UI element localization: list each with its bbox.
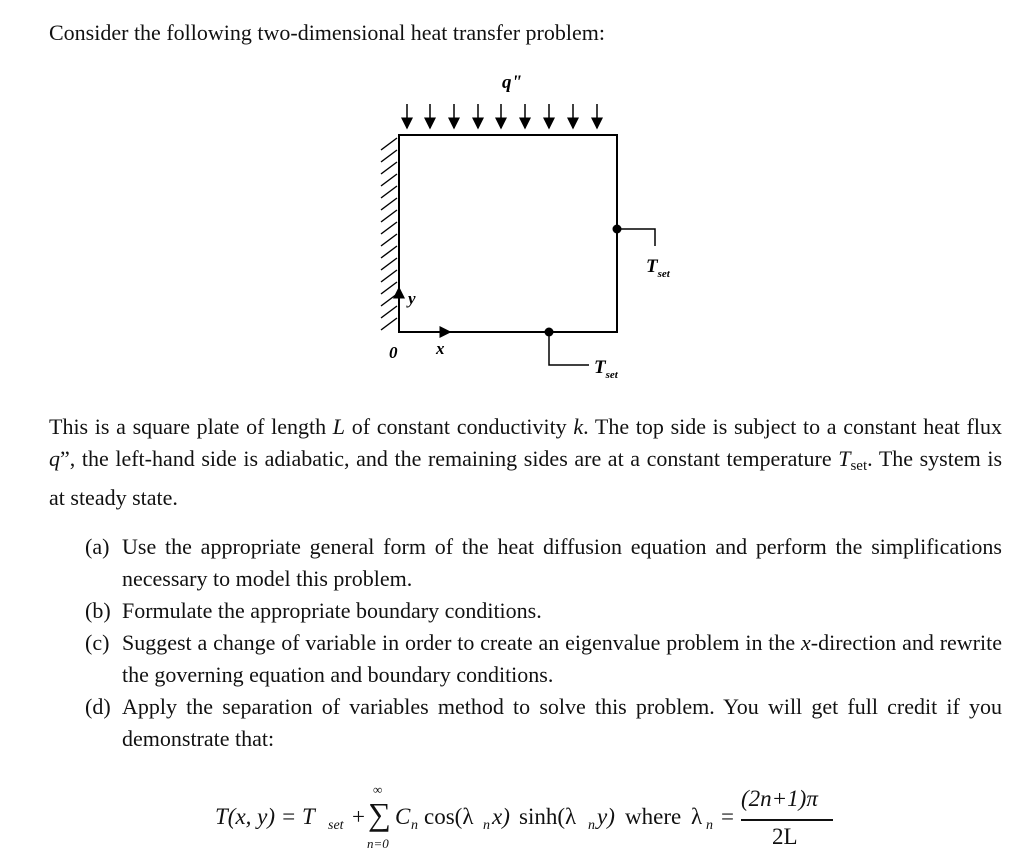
- task-item-b: [85, 595, 1002, 627]
- task-label-c: (c): [85, 630, 110, 655]
- y-axis-label: y: [408, 289, 416, 308]
- eq-numerator: (2n+1)π: [741, 786, 818, 811]
- eq-lambda: λ: [691, 804, 703, 829]
- origin-label: 0: [389, 343, 398, 362]
- eq-sinh: sinh(λ: [519, 804, 577, 829]
- task-item-c: [85, 627, 1002, 691]
- eq-sinh-arg: y): [597, 804, 615, 829]
- eq-cos: cos(λ: [424, 804, 474, 829]
- eq-plus: +: [352, 804, 365, 829]
- bottom-tset-label: $T_{set}$: [594, 357, 618, 381]
- eq-sigma: ∑: [368, 796, 391, 832]
- eq-c: C: [395, 804, 411, 829]
- bottom-side-lead: [549, 332, 589, 365]
- task-text-b: Formulate the appropriate boundary conditions.: [122, 598, 542, 623]
- eq-denominator: 2L: [772, 824, 798, 849]
- heat-transfer-figure: [370, 68, 690, 386]
- task-text-d: Apply the separation of variables method to solve this problem. You will get full credit if you demonstrate that:: [122, 694, 1002, 751]
- task-label-a: (a): [85, 534, 110, 559]
- flux-arrows: [407, 104, 597, 128]
- task-list: [85, 531, 1002, 755]
- eq-c-sub: n: [411, 818, 418, 833]
- right-side-lead: [617, 229, 655, 246]
- problem-description: This is a square plate of length L of constant conductivity k. The top side is subject to a constant heat flux q”, the left-hand side is adiabatic, and the remaining sides are at a constant temperature Tset. The system is at steady state.: [49, 414, 1003, 510]
- eq-lambda-sub: n: [706, 818, 713, 833]
- task-item-d: [85, 691, 1002, 755]
- plate: [399, 135, 617, 332]
- eq-cos-arg: x): [492, 804, 510, 829]
- solution-equation: [215, 776, 855, 858]
- task-item-a: [85, 531, 1002, 595]
- eq-where: where: [625, 804, 682, 829]
- eq-sum-upper: ∞: [373, 782, 383, 797]
- task-label-b: (b): [85, 598, 111, 623]
- task-text-a: Use the appropriate general form of the heat diffusion equation and perform the simplifications necessary to model this problem.: [122, 534, 1002, 591]
- adiabatic-wall-hatching: [381, 138, 397, 330]
- task-label-d: (d): [85, 694, 111, 719]
- task-text-c: Suggest a change of variable in order to create an eigenvalue problem in the x-direction and rewrite the governing equation and boundary conditions.: [122, 630, 1002, 687]
- intro-text: Consider the following two-dimensional heat transfer problem:: [49, 20, 605, 45]
- eq-cos-sub: n: [483, 818, 490, 833]
- eq-lhs-sub: set: [328, 818, 344, 833]
- eq-equals: =: [721, 804, 734, 829]
- x-axis-label: x: [436, 339, 445, 358]
- eq-sinh-sub: n: [588, 818, 595, 833]
- eq-fraction-bar: [741, 819, 833, 821]
- eq-lhs: T(x, y) = T: [215, 804, 315, 829]
- eq-sum-lower: n=0: [367, 836, 389, 851]
- flux-label: q": [502, 72, 523, 93]
- right-tset-label: $T_{set}$: [646, 256, 670, 280]
